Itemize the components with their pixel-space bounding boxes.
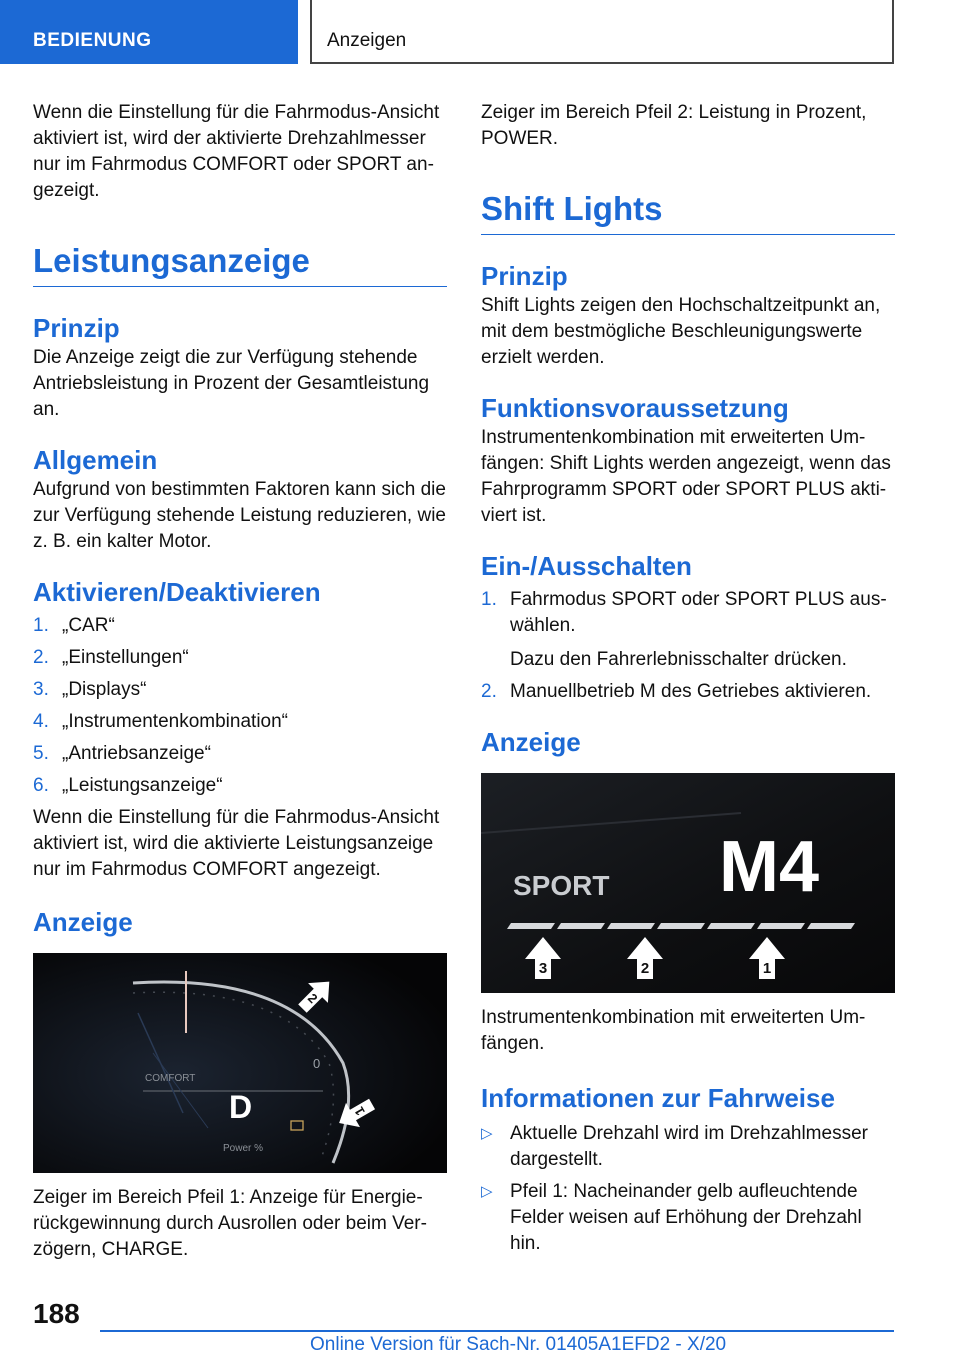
comfort-label: COMFORT: [145, 1073, 196, 1084]
image-caption-right: Instrumentenkombination mit erweiterten Umfängen.: [481, 1007, 866, 1054]
heading-funktionsvoraussetzung: Funktionsvoraussetzung: [481, 393, 789, 423]
image-caption-left: Zeiger im Bereich Pfeil 1: Anzeige für Energierückgewinnung durch Ausrollen oder beim Verzögern, CHARGE.: [33, 1187, 427, 1260]
heading-ein-ausschalten: Ein-/Ausschalten: [481, 551, 692, 581]
power-label: Power %: [223, 1143, 264, 1154]
heading-anzeige-right: Anzeige: [481, 727, 581, 757]
right-column: [481, 100, 895, 1263]
bullet-triangle-icon: ▷: [481, 1125, 493, 1142]
heading-informationen: Informationen zur Fahrweise: [481, 1083, 835, 1113]
list-item: ▷ Pfeil 1: Nacheinander gelb aufleuchtende Felder weisen auf Erhöhung der Drehzahl hin.: [481, 1181, 862, 1254]
svg-text:1: 1: [351, 1104, 368, 1119]
list-item: 2. „Einstellungen“: [33, 647, 189, 668]
list-item: ▷ Aktuelle Drehzahl wird im Drehzahlmesser dargestellt.: [481, 1123, 868, 1170]
list-item: 3. „Displays“: [33, 679, 147, 700]
heading-allgemein: Allgemein: [33, 445, 158, 475]
page-number: 188: [33, 1298, 80, 1329]
gear-indicator: D: [229, 1089, 253, 1125]
footer-version-text: Online Version für Sach-Nr. 01405A1EFD2 - X/20: [310, 1334, 727, 1355]
list-item: 6. „Leistungsanzeige“: [33, 775, 223, 796]
bullet-triangle-icon: ▷: [481, 1183, 493, 1200]
heading-prinzip-right: Prinzip: [481, 261, 568, 291]
power-display-graphic: [33, 953, 447, 1173]
shift-steps: [481, 587, 895, 705]
heading-anzeige-left: Anzeige: [33, 907, 133, 937]
left-column: [33, 100, 447, 1263]
list-item: 4. „Instrumentenkombination“: [33, 711, 288, 732]
svg-text:2: 2: [640, 960, 650, 977]
after-steps-text: Wenn die Einstellung für die Fahrmodus-Ansicht aktiviert ist, wird die aktivierte Leistungsanzeige nur im Fahrmodus COMFORT angezeigt.: [33, 807, 440, 880]
prinzip-text-right: Shift Lights zeigen den Hochschaltzeitpunkt an, mit dem bestmögliche Beschleunigungswerte erzielt werden.: [481, 295, 881, 368]
funktion-text: Instrumentenkombination mit erweiterten Umfängen: Shift Lights werden angezeigt, wenn das Fahrprogramm SPORT oder SPORT PLUS aktiviert ist.: [481, 427, 891, 526]
scale-zero-label: 0: [313, 1056, 321, 1071]
shift-lights-image: [481, 773, 895, 993]
topic-label: Anzeigen: [327, 30, 407, 51]
activation-steps: [33, 613, 447, 799]
svg-text:1: 1: [762, 960, 772, 977]
footer-divider: [100, 1330, 894, 1332]
model-label: M4: [719, 827, 820, 907]
heading-prinzip: Prinzip: [33, 313, 120, 343]
section-label: BEDIENUNG: [33, 30, 152, 51]
list-item: 1. „CAR“: [33, 615, 115, 636]
power-display-image: [33, 953, 447, 1173]
prinzip-text: Die Anzeige zeigt die zur Verfügung stehende Antriebsleistung in Prozent der Gesamtleistung an.: [33, 347, 430, 420]
sport-label: SPORT: [513, 870, 610, 901]
heading-leistungsanzeige: Leistungsanzeige: [33, 242, 447, 287]
list-item: 5. „Antriebsanzeige“: [33, 743, 211, 764]
svg-text:2: 2: [304, 990, 321, 1007]
list-item: 2. Manuellbetrieb M des Getriebes aktivieren.: [481, 681, 872, 702]
heading-aktivieren: Aktivieren/Deaktivieren: [33, 577, 321, 607]
topic-tab: [310, 0, 894, 64]
intro-paragraph-right: Zeiger im Bereich Pfeil 2: Leistung in Prozent, POWER.: [481, 102, 867, 149]
list-item: 1. Fahrmodus SPORT oder SPORT PLUS auswählen. Dazu den Fahrerlebnisschalter drücken.: [481, 589, 887, 670]
allgemein-text: Aufgrund von bestimmten Faktoren kann sich die zur Verfügung stehende Leistung reduzieren, wie z. B. ein kalter Motor.: [33, 479, 446, 552]
info-bullets: [481, 1121, 895, 1257]
heading-shift-lights: Shift Lights: [481, 190, 895, 235]
intro-paragraph: Wenn die Einstellung für die Fahrmodus-Ansicht aktiviert ist, wird der aktivierte Drehzahlmesser nur im Fahrmodus COMFORT oder SPORT angezeigt.: [33, 102, 440, 201]
section-tab: [0, 0, 298, 64]
svg-text:3: 3: [538, 960, 548, 977]
shift-lights-graphic: [481, 773, 895, 993]
